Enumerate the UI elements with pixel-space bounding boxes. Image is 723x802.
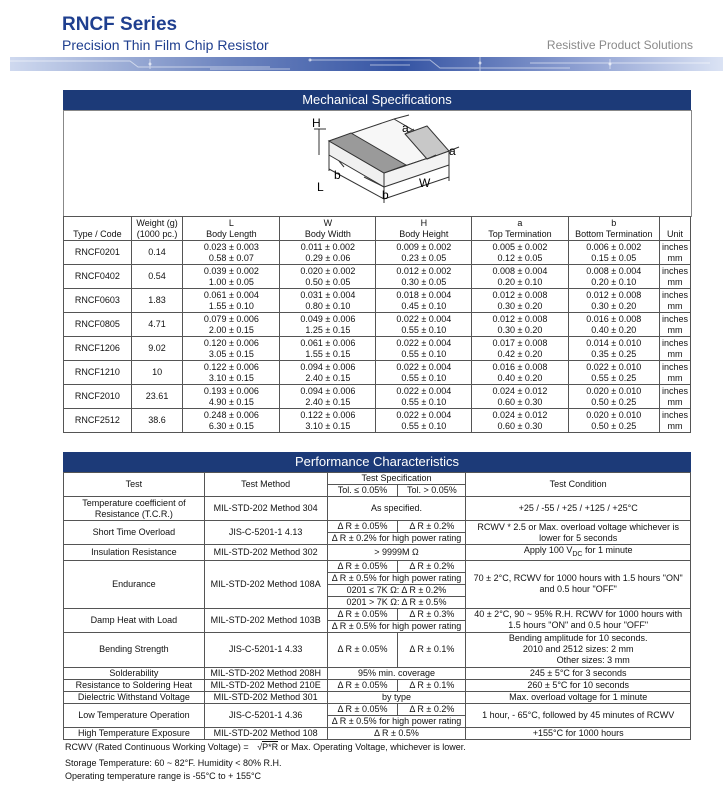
l-dimension-cell: 0.023 ± 0.003 0.58 ± 0.07 xyxy=(183,241,280,265)
col-test: Test xyxy=(64,473,205,497)
unit-cell: inches mm xyxy=(659,361,690,385)
b-dimension-cell: 0.014 ± 0.010 0.35 ± 0.25 xyxy=(568,337,659,361)
l-dimension-cell: 0.193 ± 0.006 4.90 ± 0.15 xyxy=(183,385,280,409)
type-code-cell: RNCF2010 xyxy=(64,385,132,409)
table-row xyxy=(64,313,691,337)
h-dimension-cell: 0.022 ± 0.004 0.55 ± 0.10 xyxy=(376,337,472,361)
b-dimension-cell: 0.006 ± 0.002 0.15 ± 0.05 xyxy=(568,241,659,265)
col-w: W Body Width xyxy=(280,217,376,241)
l-dimension-cell: 0.122 ± 0.006 3.10 ± 0.15 xyxy=(183,361,280,385)
a-dimension-cell: 0.005 ± 0.002 0.12 ± 0.05 xyxy=(472,241,568,265)
test-method: JIS-C-5201-1 4.36 xyxy=(204,703,327,727)
test-condition: Apply 100 $V_{DC}$ for 1 minute xyxy=(466,545,691,561)
row-low-temp-operation xyxy=(64,703,691,715)
test-method: JIS-C-5201-1 4.33 xyxy=(204,632,327,667)
w-dimension-cell: 0.122 ± 0.006 3.10 ± 0.15 xyxy=(280,409,376,433)
a-dimension-cell: 0.024 ± 0.012 0.60 ± 0.30 xyxy=(472,385,568,409)
test-method: JIS-C-5201-1 4.13 xyxy=(204,521,327,545)
test-spec-low: Δ R ± 0.05% xyxy=(327,632,398,667)
test-spec-high: Δ R ± 0.2% xyxy=(398,703,466,715)
test-condition: 70 ± 2°C, RCWV for 1000 hours with 1.5 hours "ON" and 0.5 hour "OFF" xyxy=(466,560,691,608)
row-short-time-overload xyxy=(64,521,691,533)
test-method: MIL-STD-202 Method 108 xyxy=(204,727,327,739)
dim-label-a-right: a xyxy=(449,144,456,158)
test-spec-high-power: Δ R ± 0.5% for high power rating xyxy=(327,572,466,584)
col-test-method: Test Method xyxy=(204,473,327,497)
type-code-cell: RNCF1210 xyxy=(64,361,132,385)
table-row xyxy=(64,409,691,433)
w-dimension-cell: 0.061 ± 0.006 1.55 ± 0.15 xyxy=(280,337,376,361)
row-bending-strength xyxy=(64,632,691,667)
col-l: L Body Length xyxy=(183,217,280,241)
row-soldering-heat xyxy=(64,679,691,691)
test-spec-high: Δ R ± 0.2% xyxy=(398,560,466,572)
test-spec-high-power: Δ R ± 0.5% for high power rating xyxy=(327,715,466,727)
test-name: Resistance to Soldering Heat xyxy=(64,679,205,691)
circuit-banner xyxy=(10,57,723,71)
b-dimension-cell: 0.022 ± 0.010 0.55 ± 0.25 xyxy=(568,361,659,385)
unit-cell: inches mm xyxy=(659,337,690,361)
test-condition: 260 ± 5°C for 10 seconds xyxy=(466,679,691,691)
test-name: Dielectric Withstand Voltage xyxy=(64,691,205,703)
test-name: Insulation Resistance xyxy=(64,545,205,561)
test-name: Low Temperature Operation xyxy=(64,703,205,727)
test-condition: 1 hour, - 65°C, followed by 45 minutes of RCWV xyxy=(466,703,691,727)
unit-cell: inches mm xyxy=(659,241,690,265)
brand-tagline: Resistive Product Solutions xyxy=(546,38,693,52)
w-dimension-cell: 0.049 ± 0.006 1.25 ± 0.15 xyxy=(280,313,376,337)
series-title: RNCF Series xyxy=(62,14,178,35)
dim-label-b-bottom: b xyxy=(382,188,389,202)
dim-label-l: L xyxy=(317,180,324,194)
row-solderability xyxy=(64,667,691,679)
test-spec: As specified. xyxy=(327,497,466,521)
dim-label-b-left: b xyxy=(334,168,341,182)
test-condition: Max. overload voltage for 1 minute xyxy=(466,691,691,703)
h-dimension-cell: 0.012 ± 0.002 0.30 ± 0.05 xyxy=(376,265,472,289)
col-test-spec: Test Specification xyxy=(327,473,466,485)
test-condition: 40 ± 2°C, 90 ~ 95% R.H. RCWV for 1000 hours with 1.5 hours "ON" and 0.5 hour "OFF" xyxy=(466,608,691,632)
test-condition: Bending amplitude for 10 seconds. 2010 and 2512 sizes: 2 mm Other sizes: 3 mm xyxy=(466,632,691,667)
storage-note: Storage Temperature: 60 ~ 82°F. Humidity < 80% R.H. xyxy=(65,758,282,768)
row-endurance xyxy=(64,560,691,572)
unit-cell: inches mm xyxy=(659,313,690,337)
w-dimension-cell: 0.031 ± 0.004 0.80 ± 0.10 xyxy=(280,289,376,313)
test-spec: by type xyxy=(327,691,466,703)
test-method: MIL-STD-202 Method 108A xyxy=(204,560,327,608)
test-name: Damp Heat with Load xyxy=(64,608,205,632)
test-spec-low: Δ R ± 0.05% xyxy=(327,608,398,620)
test-spec-0201-low: 0201 ≤ 7K Ω: Δ R ± 0.2% xyxy=(327,584,466,596)
test-method: MIL-STD-202 Method 302 xyxy=(204,545,327,561)
test-condition: 245 ± 5°C for 3 seconds xyxy=(466,667,691,679)
test-spec-low: Δ R ± 0.05% xyxy=(327,703,398,715)
type-code-cell: RNCF1206 xyxy=(64,337,132,361)
test-condition: +155°C for 1000 hours xyxy=(466,727,691,739)
table-row xyxy=(64,337,691,361)
mechanical-section-title: Mechanical Specifications xyxy=(63,90,691,110)
w-dimension-cell: 0.011 ± 0.002 0.29 ± 0.06 xyxy=(280,241,376,265)
test-name: High Temperature Exposure xyxy=(64,727,205,739)
type-code-cell: RNCF0805 xyxy=(64,313,132,337)
test-spec-low: Δ R ± 0.05% xyxy=(327,560,398,572)
b-dimension-cell: 0.016 ± 0.008 0.40 ± 0.20 xyxy=(568,313,659,337)
dim-label-a-top: a xyxy=(402,121,409,135)
test-condition: RCWV * 2.5 or Max. overload voltage whichever is lower for 5 seconds xyxy=(466,521,691,545)
h-dimension-cell: 0.022 ± 0.004 0.55 ± 0.10 xyxy=(376,361,472,385)
type-code-cell: RNCF0402 xyxy=(64,265,132,289)
l-dimension-cell: 0.079 ± 0.006 2.00 ± 0.15 xyxy=(183,313,280,337)
l-dimension-cell: 0.061 ± 0.004 1.55 ± 0.10 xyxy=(183,289,280,313)
a-dimension-cell: 0.008 ± 0.004 0.20 ± 0.10 xyxy=(472,265,568,289)
test-spec-high-power: Δ R ± 0.5% for high power rating xyxy=(327,620,466,632)
weight-cell: 9.02 xyxy=(131,337,183,361)
row-dielectric-withstand xyxy=(64,691,691,703)
a-dimension-cell: 0.012 ± 0.008 0.30 ± 0.20 xyxy=(472,313,568,337)
table-row xyxy=(64,241,691,265)
col-h: H Body Height xyxy=(376,217,472,241)
col-a: a Top Termination xyxy=(472,217,568,241)
b-dimension-cell: 0.012 ± 0.008 0.30 ± 0.20 xyxy=(568,289,659,313)
type-code-cell: RNCF0201 xyxy=(64,241,132,265)
test-method: MIL-STD-202 Method 208H xyxy=(204,667,327,679)
col-tol-low: Tol. ≤ 0.05% xyxy=(327,485,398,497)
b-dimension-cell: 0.008 ± 0.004 0.20 ± 0.10 xyxy=(568,265,659,289)
test-spec-low: Δ R ± 0.05% xyxy=(327,521,398,533)
col-tol-high: Tol. > 0.05% xyxy=(398,485,466,497)
h-dimension-cell: 0.022 ± 0.004 0.55 ± 0.10 xyxy=(376,409,472,433)
unit-cell: inches mm xyxy=(659,385,690,409)
performance-section-title: Performance Characteristics xyxy=(63,452,691,472)
test-name: Short Time Overload xyxy=(64,521,205,545)
l-dimension-cell: 0.039 ± 0.002 1.00 ± 0.05 xyxy=(183,265,280,289)
test-spec-0201-high: 0201 > 7K Ω: Δ R ± 0.5% xyxy=(327,596,466,608)
col-weight: Weight (g) (1000 pc.) xyxy=(131,217,183,241)
type-code-cell: RNCF0603 xyxy=(64,289,132,313)
h-dimension-cell: 0.009 ± 0.002 0.23 ± 0.05 xyxy=(376,241,472,265)
table-row xyxy=(64,289,691,313)
table-row xyxy=(64,265,691,289)
rcwv-note: RCWV (Rated Continuous Working Voltage) = √P*R or Max. Operating Voltage, whichever is lower. xyxy=(65,742,466,752)
table-row xyxy=(64,385,691,409)
w-dimension-cell: 0.094 ± 0.006 2.40 ± 0.15 xyxy=(280,361,376,385)
l-dimension-cell: 0.120 ± 0.006 3.05 ± 0.15 xyxy=(183,337,280,361)
test-method: MIL-STD-202 Method 304 xyxy=(204,497,327,521)
performance-table xyxy=(63,472,691,740)
operating-temp-note: Operating temperature range is -55°C to + 155°C xyxy=(65,771,262,781)
test-name: Bending Strength xyxy=(64,632,205,667)
weight-cell: 0.54 xyxy=(131,265,183,289)
unit-cell: inches mm xyxy=(659,289,690,313)
test-method: MIL-STD-202 Method 210E xyxy=(204,679,327,691)
h-dimension-cell: 0.018 ± 0.004 0.45 ± 0.10 xyxy=(376,289,472,313)
weight-cell: 4.71 xyxy=(131,313,183,337)
weight-cell: 23.61 xyxy=(131,385,183,409)
a-dimension-cell: 0.017 ± 0.008 0.42 ± 0.20 xyxy=(472,337,568,361)
test-spec-high: Δ R ± 0.3% xyxy=(398,608,466,620)
series-subtitle: Precision Thin Film Chip Resistor xyxy=(62,37,269,53)
row-high-temp-exposure xyxy=(64,727,691,739)
weight-cell: 1.83 xyxy=(131,289,183,313)
test-name: Temperature coefficient of Resistance (T.C.R.) xyxy=(64,497,205,521)
row-insulation-resistance xyxy=(64,545,691,561)
weight-cell: 0.14 xyxy=(131,241,183,265)
mechanical-spec-table xyxy=(63,216,691,433)
test-spec-high: Δ R ± 0.2% xyxy=(398,521,466,533)
chip-resistor-diagram xyxy=(64,111,691,217)
test-spec-low: Δ R ± 0.05% xyxy=(327,679,398,691)
unit-cell: inches mm xyxy=(659,409,690,433)
col-type-code: Type / Code xyxy=(64,217,132,241)
dim-label-h: H xyxy=(312,116,321,130)
chip-dimension-drawing xyxy=(63,110,692,217)
test-condition: +25 / -55 / +25 / +125 / +25°C xyxy=(466,497,691,521)
col-unit: Unit xyxy=(659,217,690,241)
weight-cell: 10 xyxy=(131,361,183,385)
type-code-cell: RNCF2512 xyxy=(64,409,132,433)
test-spec: 95% min. coverage xyxy=(327,667,466,679)
row-tcr xyxy=(64,497,691,521)
h-dimension-cell: 0.022 ± 0.004 0.55 ± 0.10 xyxy=(376,385,472,409)
l-dimension-cell: 0.248 ± 0.006 6.30 ± 0.15 xyxy=(183,409,280,433)
table-row xyxy=(64,361,691,385)
test-spec-high: Δ R ± 0.1% xyxy=(398,632,466,667)
weight-cell: 38.6 xyxy=(131,409,183,433)
a-dimension-cell: 0.012 ± 0.008 0.30 ± 0.20 xyxy=(472,289,568,313)
test-spec: Δ R ± 0.5% xyxy=(327,727,466,739)
col-b: b Bottom Termination xyxy=(568,217,659,241)
w-dimension-cell: 0.020 ± 0.002 0.50 ± 0.05 xyxy=(280,265,376,289)
row-damp-heat xyxy=(64,608,691,620)
test-method: MIL-STD-202 Method 103B xyxy=(204,608,327,632)
col-test-condition: Test Condition xyxy=(466,473,691,497)
b-dimension-cell: 0.020 ± 0.010 0.50 ± 0.25 xyxy=(568,385,659,409)
b-dimension-cell: 0.020 ± 0.010 0.50 ± 0.25 xyxy=(568,409,659,433)
circuit-pattern xyxy=(10,57,723,71)
test-spec: > 9999M Ω xyxy=(327,545,466,561)
test-spec-high: Δ R ± 0.1% xyxy=(398,679,466,691)
test-name: Endurance xyxy=(64,560,205,608)
dim-label-w: W xyxy=(419,176,431,190)
unit-cell: inches mm xyxy=(659,265,690,289)
h-dimension-cell: 0.022 ± 0.004 0.55 ± 0.10 xyxy=(376,313,472,337)
test-method: MIL-STD-202 Method 301 xyxy=(204,691,327,703)
test-spec-high-power: Δ R ± 0.2% for high power rating xyxy=(327,533,466,545)
test-name: Solderability xyxy=(64,667,205,679)
a-dimension-cell: 0.016 ± 0.008 0.40 ± 0.20 xyxy=(472,361,568,385)
a-dimension-cell: 0.024 ± 0.012 0.60 ± 0.30 xyxy=(472,409,568,433)
w-dimension-cell: 0.094 ± 0.006 2.40 ± 0.15 xyxy=(280,385,376,409)
